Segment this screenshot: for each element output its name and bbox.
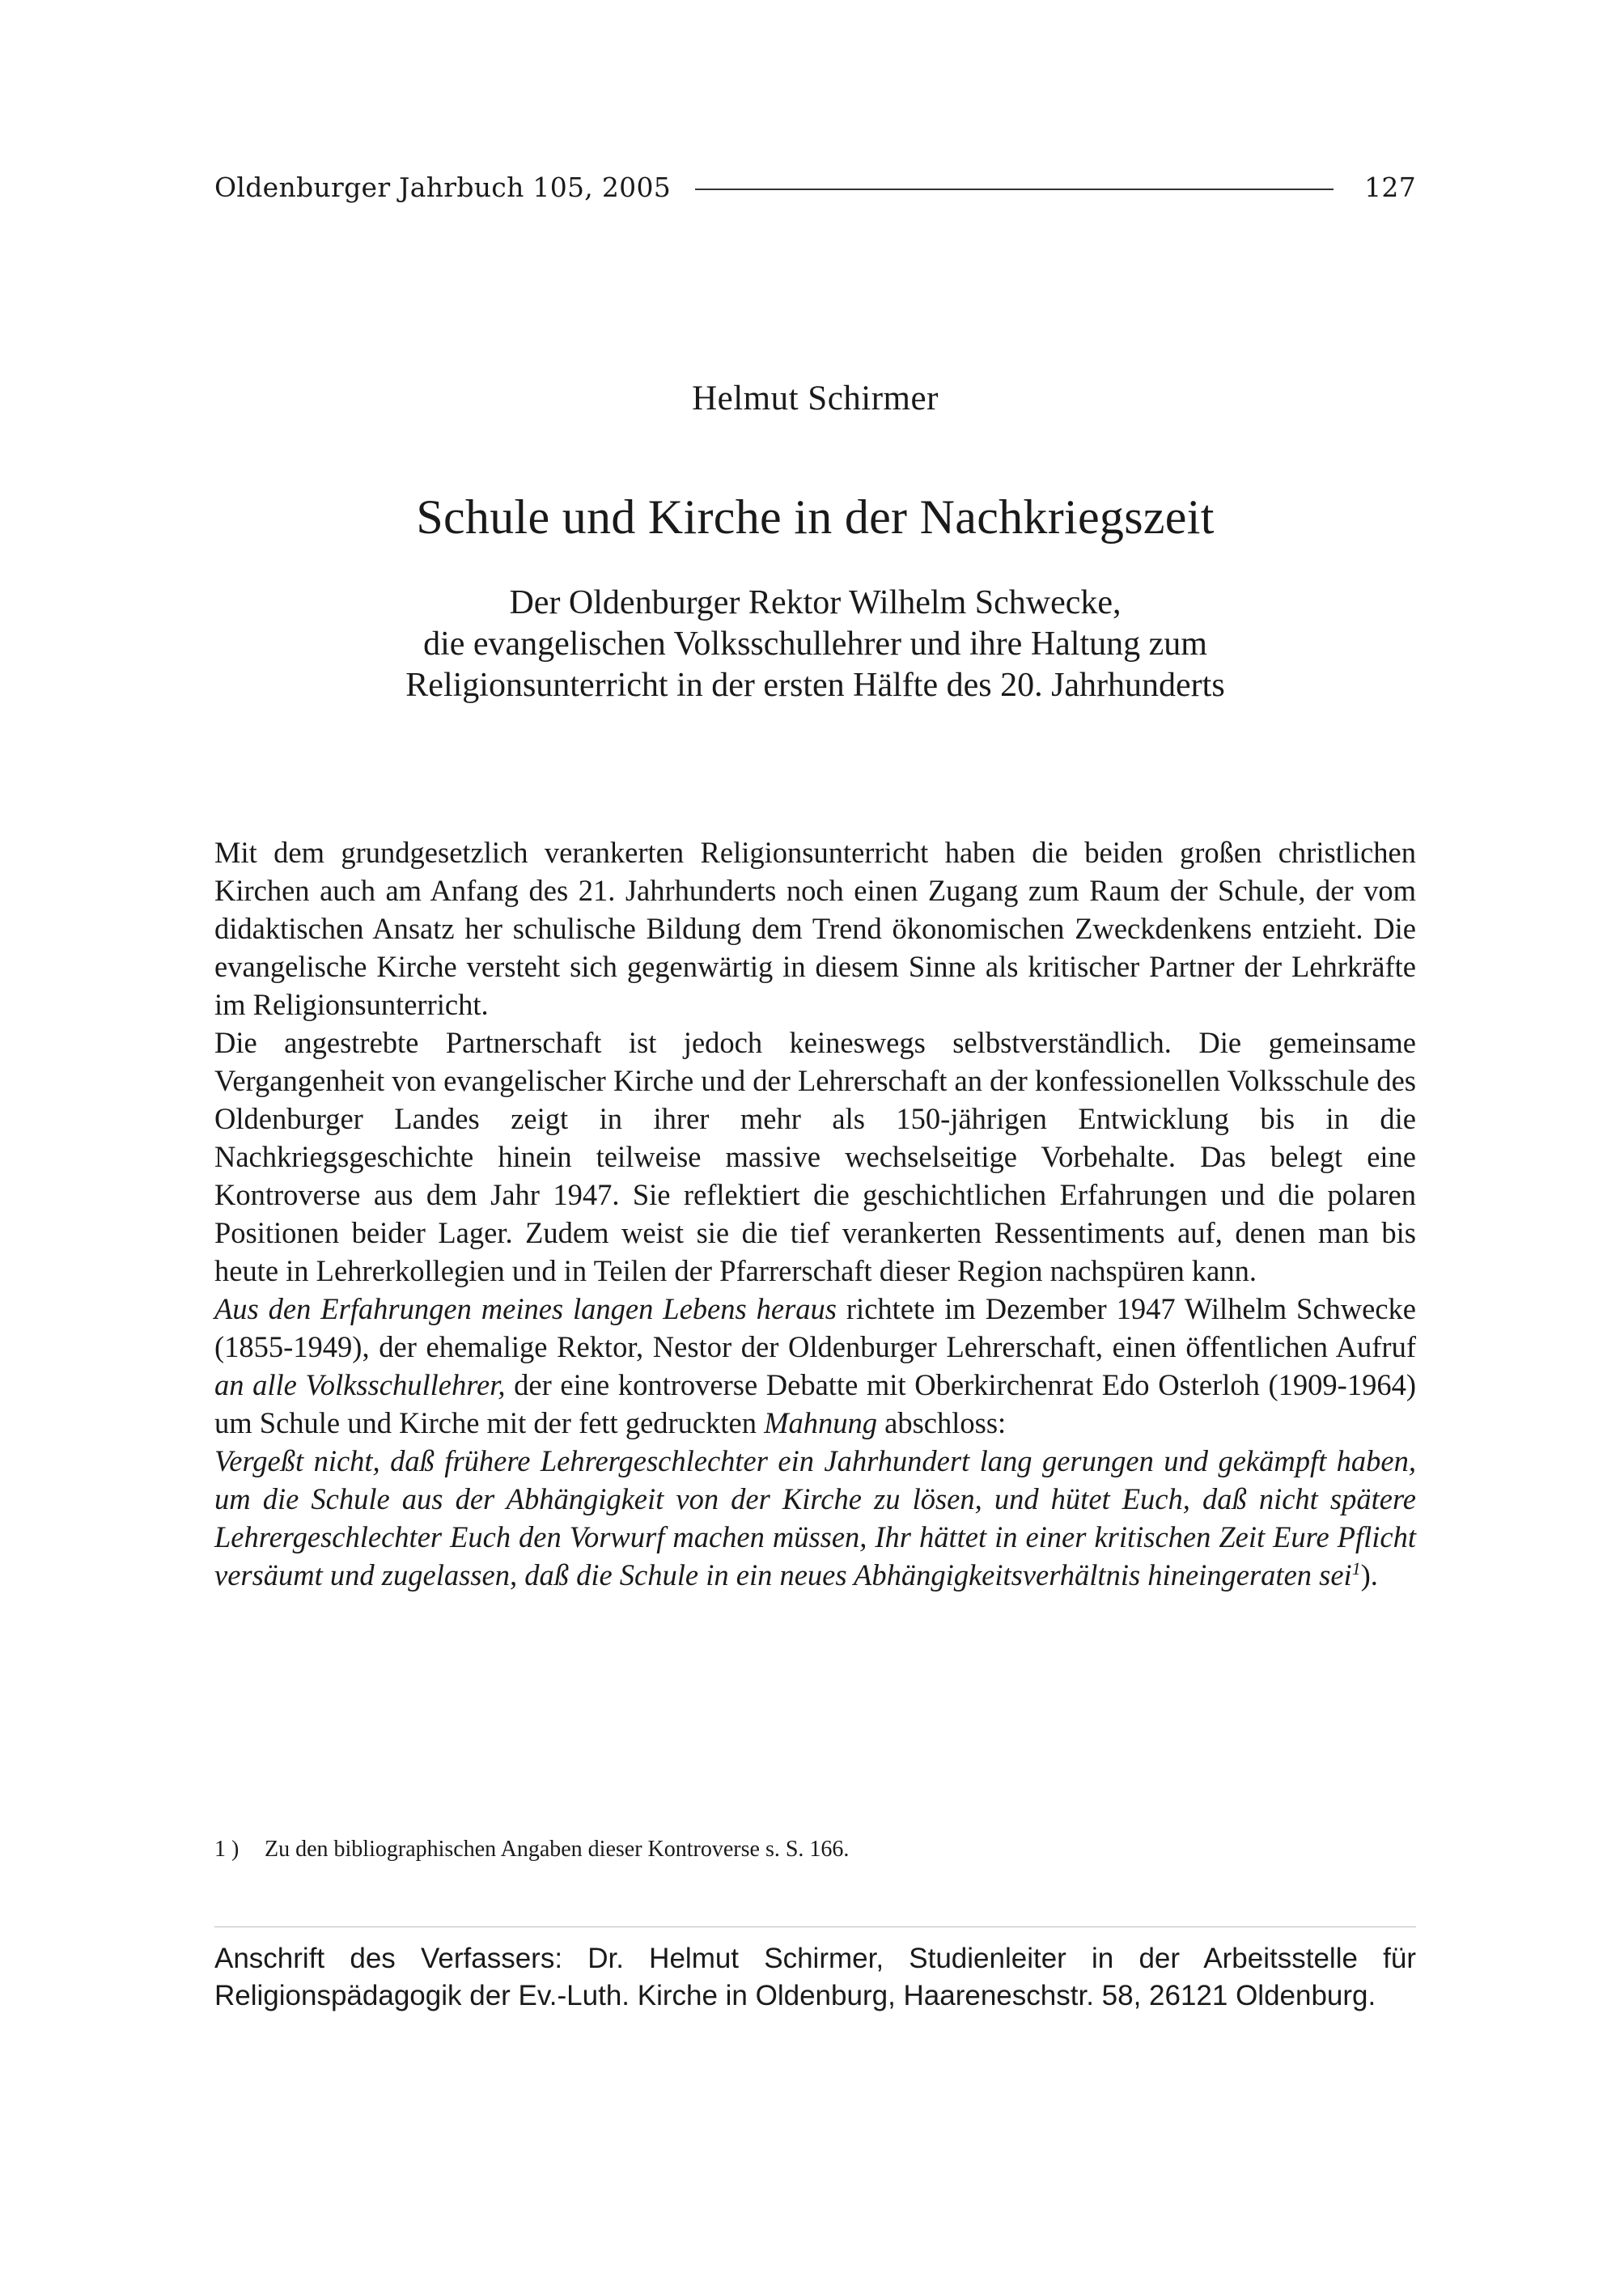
footnote-reference[interactable]: 1 xyxy=(1351,1558,1361,1579)
footnote-mark: 1 ) xyxy=(214,1837,240,1862)
journal-name: Oldenburger Jahrbuch 105, 2005 xyxy=(214,171,672,203)
article-body xyxy=(214,833,1416,1594)
quote-text: Vergeßt nicht, daß frühere Lehrergeschlechter ein Jahrhundert lang gerungen und gekämpft haben, um die Schule aus der Abhängigkeit von der Kirche zu lösen, und hütet Euch, daß nicht spätere Lehrergeschlechter Euch den Vorwurf machen müssen, Ihr hättet in einer kritischen Zeit Eure Pflicht versäumt und zugelassen, daß die Schule in ein neues Abhängigkeitsverhältnis hineingeraten sei xyxy=(214,1444,1416,1592)
footnote-text: Zu den bibliographischen Angaben dieser Kontroverse s. S. 166. xyxy=(265,1837,850,1862)
subtitle-line: Religionsunterricht in der ersten Hälfte des 20. Jahrhunderts xyxy=(405,667,1225,704)
paragraph-2: Die angestrebte Partnerschaft ist jedoch keineswegs selbstverständlich. Die gemeinsame Vergangenheit von evangelischer Kirche und der Lehrerschaft an der konfessionellen Volksschule des Oldenburger Landes zeigt in ihrer mehr als 150-jährigen Entwicklung bis in die Nachkriegsgeschichte hinein teilweise massive wechselseitige Vorbehalte. Das belegt eine Kontroverse aus dem Jahr 1947. Sie reflektiert die geschichtlichen Erfahrungen und die polaren Positionen beider Lager. Zudem weist sie die tief verankerten Ressentiments auf, denen man bis heute in Lehrerkollegien und in Teilen der Pfarrerschaft dieser Region nachspüren kann. xyxy=(214,1026,1416,1287)
header-rule xyxy=(695,189,1334,190)
article-subtitle xyxy=(214,583,1416,706)
article-author: Helmut Schirmer xyxy=(692,379,939,417)
paragraph-text: der eine kontroverse Debatte mit Oberkirchenrat Edo Osterloh (1909-1964) um Schule und Kirche mit der fett gedruckten xyxy=(214,1368,1416,1439)
paragraph-3 xyxy=(214,1290,1416,1442)
document-page xyxy=(214,0,1416,2293)
italic-phrase: Aus den Erfahrungen meines langen Lebens heraus xyxy=(214,1292,837,1325)
paragraph-text: abschloss: xyxy=(877,1406,1007,1439)
subtitle-line: die evangelischen Volksschullehrer und ihre Haltung zum xyxy=(423,625,1207,663)
footnote xyxy=(214,1837,1416,1863)
separator-rule xyxy=(214,1926,1416,1927)
block-quote xyxy=(214,1442,1416,1594)
italic-phrase: Mahnung xyxy=(764,1406,878,1439)
author-address: Anschrift des Verfassers: Dr. Helmut Schirmer, Studienleiter in der Arbeitsstelle für Religionspädagogik der Ev.-Luth. Kirche in Oldenburg, Haareneschstr. 58, 26121 Oldenburg. xyxy=(214,1943,1416,2011)
page-number: 127 xyxy=(1364,171,1416,203)
quote-end: ). xyxy=(1360,1558,1378,1592)
running-head xyxy=(214,167,1416,207)
subtitle-line: Der Oldenburger Rektor Wilhelm Schwecke, xyxy=(509,584,1122,621)
article-title: Schule und Kirche in der Nachkriegszeit xyxy=(416,490,1215,544)
paragraph-1: Mit dem grundgesetzlich verankerten Religionsunterricht haben die beiden großen christlichen Kirchen auch am Anfang des 21. Jahrhunderts noch einen Zugang zum Raum der Schule, der vom didaktischen Ansatz her schulische Bildung dem Trend ökonomischen Zweckdenkens entzieht. Die evangelische Kirche versteht sich gegenwärtig in diesem Sinne als kritischer Partner der Lehrkräfte im Religionsunterricht. xyxy=(214,836,1416,1021)
italic-phrase: an alle Volksschullehrer, xyxy=(214,1368,506,1401)
paragraph-text: richtete im Dezember 1947 Wilhelm Schwecke (1855-1949), der ehemalige Rektor, Nestor der Oldenburger Lehrerschaft, einen öffentlichen Aufruf xyxy=(214,1292,1416,1363)
